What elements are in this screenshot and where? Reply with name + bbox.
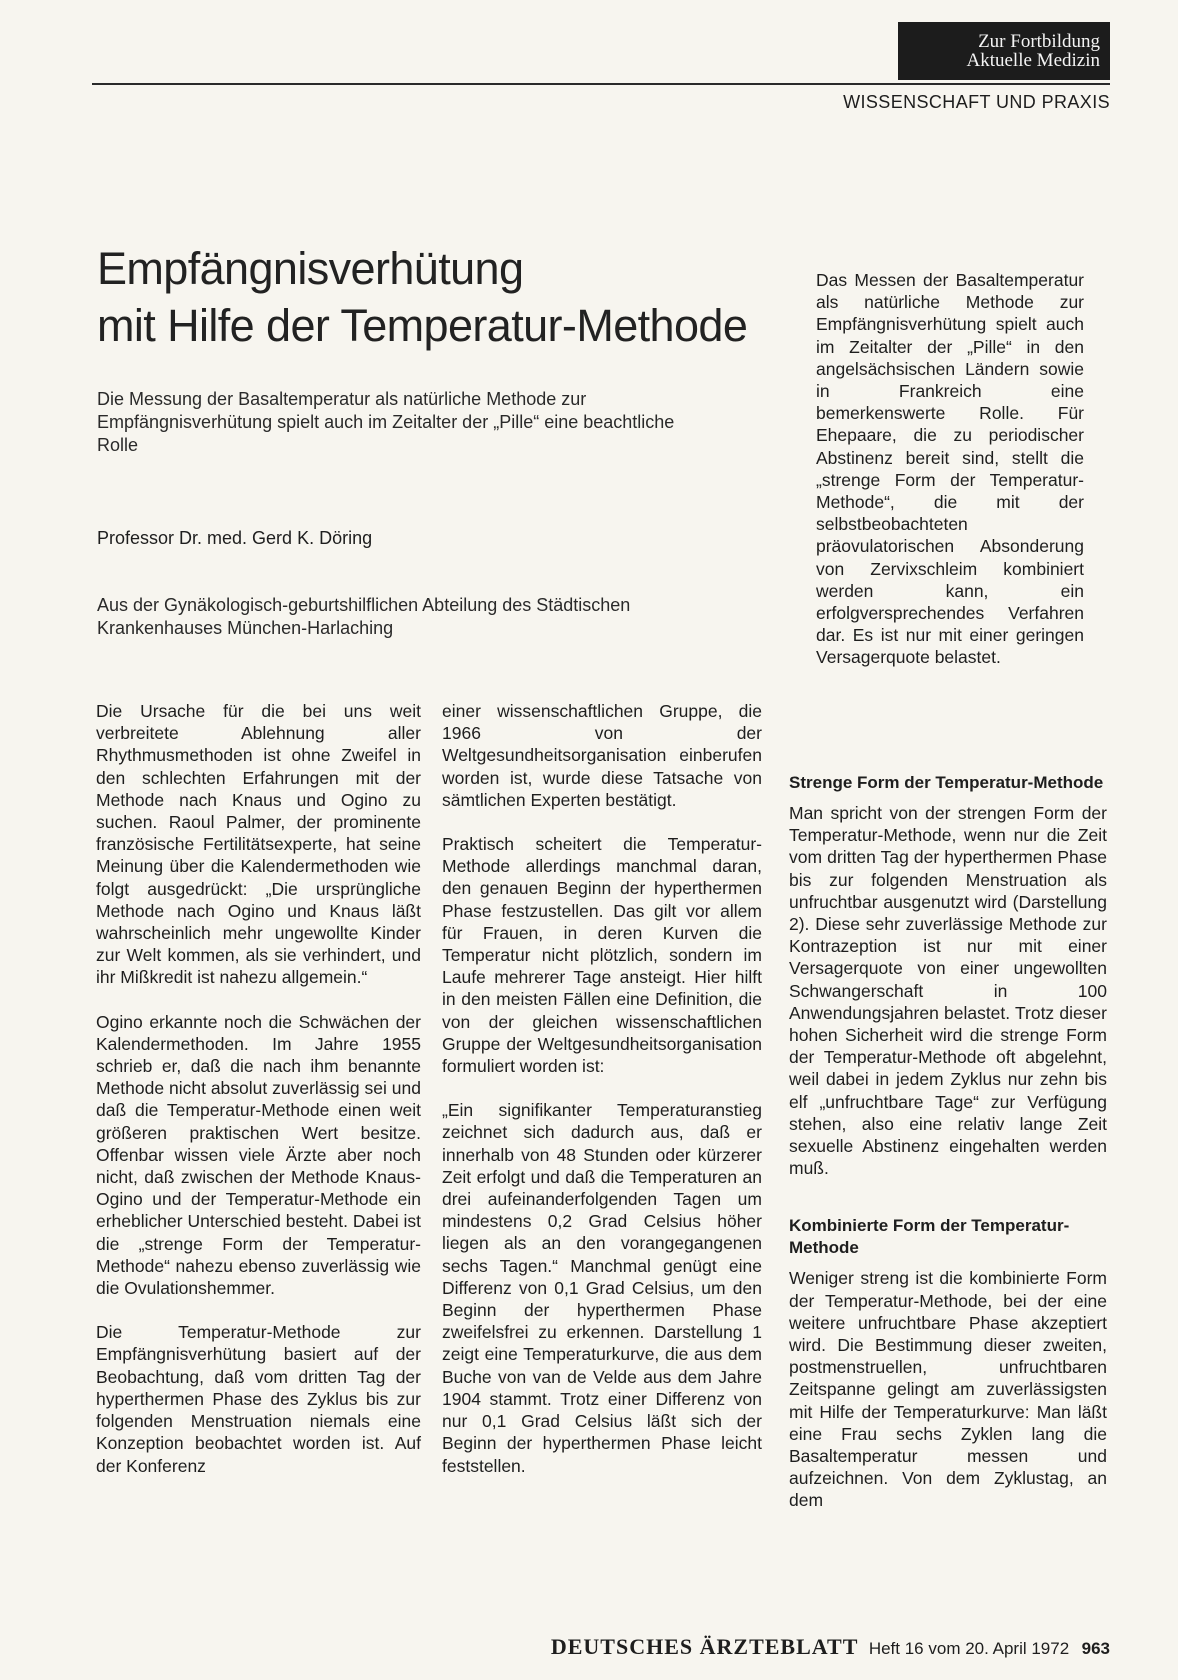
abstract-paragraph: Das Messen der Basaltemperatur als natürliche Methode zur Empfängnisverhütung spielt auch im Zeitalter der „Pille“ in den angelsächsischen Ländern sowie in Frankreich eine bemerkenswerte Rolle. Für Ehepaare, die zu periodischer Abstinenz bereit sind, stellt die „strenge Form der Temperatur-Methode“, die mit der selbstbeobachteten präovulatorischen Absonderung von Zervixschleim kombiniert werden kann, ein erfolgversprechendes Verfahren dar. Es ist nur mit einer geringen Versagerquote belastet. bbox=[816, 270, 1084, 668]
body-paragraph: Die Ursache für die bei uns weit verbreitete Ablehnung aller Rhythmusmethoden ist ohne Zweifel in den schlechten Erfahrungen mit der Methode nach Knaus und Ogino zu suchen. Raoul Palmer, der prominente französische Fertilitätsexperte, hat seine Meinung über die Kalendermethoden wie folgt ausgedrückt: „Die ursprüngliche Methode nach Ogino und Knaus läßt wahrscheinlich mehr ungewollte Kinder zur Welt kommen, als sie verhindert, und ihr Mißkredit ist nahezu allgemein.“ bbox=[96, 701, 421, 988]
body-column-2 bbox=[442, 700, 762, 1499]
body-paragraph: Praktisch scheitert die Temperatur-Methode allerdings manchmal daran, den genauen Beginn der hyperthermen Phase festzustellen. Das gilt vor allem für Frauen, in deren Kurven die Temperatur nicht plötzlich, sondern im Laufe mehrerer Tage ansteigt. Hier hilft in den meisten Fällen eine Definition, die von der gleichen wissenschaftlichen Gruppe der Weltgesundheitsorganisation formuliert worden ist: bbox=[442, 834, 762, 1077]
title-line2: mit Hilfe der Temperatur-Methode bbox=[97, 300, 748, 351]
title-line1: Empfängnisverhütung bbox=[97, 243, 524, 294]
body-paragraph: Man spricht von der strengen Form der Temperatur-Methode, wenn nur die Zeit vom dritten Tag der hyperthermen Phase bis zur folgenden Menstruation als unfruchtbar ausgenutzt wird (Darstellung 2). Diese sehr zuverlässige Methode zur Kontrazeption ist nur mit einer Versagerquote von einer ungewollten Schwangerschaft in 100 Anwendungsjahren belastet. Trotz dieser hohen Sicherheit wird die strenge Form der Temperatur-Methode oft abgelehnt, weil dabei in jedem Zyklus nur zehn bis elf „unfruchtbare Tage“ zur Verfügung stehen, also eine relativ lange Zeit sexuelle Abstinenz eingehalten werden muß. bbox=[789, 803, 1107, 1179]
author-name: Professor Dr. med. Gerd K. Döring bbox=[97, 528, 373, 548]
article-title bbox=[97, 240, 817, 354]
body-paragraph: Weniger streng ist die kombinierte Form der Temperatur-Methode, bei der eine weitere unfruchtbare Phase akzeptiert wird. Die Bestimmung dieser zweiten, postmenstruellen, unfruchtbaren Zeitspanne gelingt am zuverlässigsten mit Hilfe der Temperaturkurve: Man läßt eine Frau sechs Zyklen lang die Basaltemperatur messen und aufzeichnen. Von dem Zyklustag, an dem bbox=[789, 1268, 1107, 1511]
section-label-line2: Aktuelle Medizin bbox=[966, 50, 1100, 71]
body-column-3 bbox=[789, 772, 1107, 1548]
section-heading: Kombinierte Form der Temperatur-Methode bbox=[789, 1216, 1070, 1258]
section-label-line1: Zur Fortbildung bbox=[978, 31, 1100, 52]
body-column-1 bbox=[96, 700, 421, 1499]
page-footer bbox=[500, 1634, 1110, 1660]
section-label bbox=[898, 22, 1110, 80]
article-subtitle: Die Messung der Basaltemperatur als natürliche Methode zur Empfängnisverhütung spielt auch im Zeitalter der „Pille“ eine beachtliche Rolle bbox=[97, 389, 675, 455]
abstract-column bbox=[816, 269, 1084, 669]
body-paragraph: einer wissenschaftlichen Gruppe, die 1966 von der Weltgesundheitsorganisation einberufen worden ist, wurde diese Tatsache von sämtlichen Experten bestätigt. bbox=[442, 701, 762, 810]
header-rule bbox=[92, 83, 1110, 85]
page-number: 963 bbox=[1081, 1639, 1110, 1658]
issue-info: Heft 16 vom 20. April 1972 bbox=[868, 1639, 1070, 1658]
body-paragraph: Ogino erkannte noch die Schwächen der Kalendermethoden. Im Jahre 1955 schrieb er, daß die nach ihm benannte Methode nicht absolut zuverlässig sei und daß die Temperatur-Methode einen weit größeren praktischen Wert besitze. Offenbar wissen viele Ärzte aber noch nicht, daß zwischen der Methode Knaus-Ogino und der Temperatur-Methode ein erheblicher Unterschied besteht. Dabei ist die „strenge Form der Temperatur-Methode“ nahezu ebenso zuverlässig wie die Ovulationshemmer. bbox=[96, 1011, 421, 1299]
rubric: WISSENSCHAFT UND PRAXIS bbox=[843, 92, 1110, 112]
body-paragraph: „Ein signifikanter Temperaturanstieg zeichnet sich dadurch aus, daß er innerhalb von 48 Stunden oder kürzerer Zeit erfolgt und daß die Temperaturen an drei aufeinanderfolgenden Tagen um mindestens 0,2 Grad Celsius höher liegen als an den vorangegangenen sechs Tagen.“ Manchmal genügt eine Differenz von 0,1 Grad Celsius, um den Beginn der hyperthermen Phase zweifelsfrei zu erkennen. Darstellung 1 zeigt eine Temperaturkurve, die aus dem Buche von van de Velde aus dem Jahre 1904 stammt. Trotz einer Differenz von nur 0,1 Grad Celsius läßt sich der Beginn der hyperthermen Phase leicht feststellen. bbox=[442, 1100, 762, 1476]
body-paragraph: Die Temperatur-Methode zur Empfängnisverhütung basiert auf der Beobachtung, daß vom dritten Tag der hyperthermen Phase des Zyklus bis zur folgenden Menstruation niemals eine Konzeption beobachtet worden ist. Auf der Konferenz bbox=[96, 1322, 421, 1476]
journal-name: DEUTSCHES ÄRZTEBLATT bbox=[550, 1634, 859, 1659]
author-affiliation: Aus der Gynäkologisch-geburtshilflichen Abteilung des Städtischen Krankenhauses München-Harlaching bbox=[97, 595, 631, 638]
section-heading: Strenge Form der Temperatur-Methode bbox=[789, 773, 1104, 792]
